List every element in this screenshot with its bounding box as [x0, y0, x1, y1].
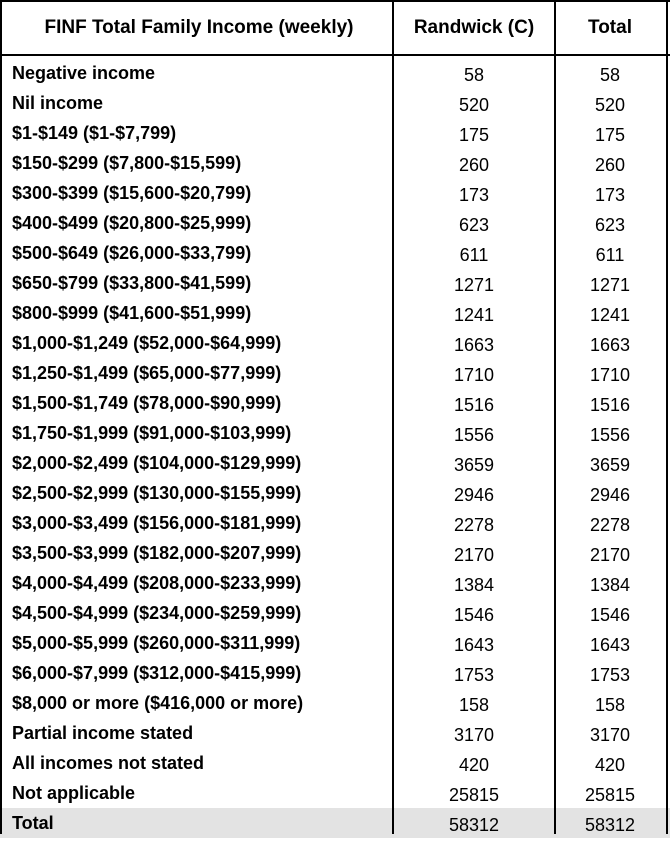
table-row — [0, 508, 670, 538]
table-row — [0, 538, 670, 568]
row-randwick-value: 623 — [458, 214, 490, 235]
row-label: $2,000-$2,499 ($104,000-$129,999) — [12, 452, 302, 473]
table-row — [0, 388, 670, 418]
row-randwick-value: 1710 — [453, 364, 495, 385]
row-total-value: 3170 — [589, 724, 631, 745]
table-row — [0, 178, 670, 208]
row-randwick-value: 260 — [458, 154, 490, 175]
row-randwick-value: 611 — [459, 244, 489, 265]
total-row — [0, 808, 670, 838]
row-total-value: 175 — [594, 124, 626, 145]
row-label: $4,500-$4,999 ($234,000-$259,999) — [12, 602, 302, 623]
header-randwick: Randwick (C) — [413, 17, 535, 38]
column-divider-1 — [392, 2, 394, 834]
table-row — [0, 568, 670, 598]
row-total-value: 623 — [594, 214, 626, 235]
table-row — [0, 58, 670, 88]
row-total-value: 520 — [594, 94, 626, 115]
row-randwick-value: 2946 — [453, 484, 495, 505]
header-income-category: FINF Total Family Income (weekly) — [44, 17, 354, 38]
table-row — [0, 148, 670, 178]
row-label: $8,000 or more ($416,000 or more) — [12, 692, 304, 713]
row-randwick-value: 173 — [458, 184, 490, 205]
row-total-value: 158 — [594, 694, 626, 715]
table-row — [0, 208, 670, 238]
row-label: $800-$999 ($41,600-$51,999) — [12, 302, 252, 323]
row-randwick-value: 58312 — [448, 814, 500, 835]
row-label: $500-$649 ($26,000-$33,799) — [12, 242, 252, 263]
row-total-value: 25815 — [584, 784, 636, 805]
header-total: Total — [588, 17, 632, 38]
row-randwick-value: 1271 — [453, 274, 495, 295]
row-randwick-value: 1663 — [453, 334, 495, 355]
row-label: $1-$149 ($1-$7,799) — [12, 122, 177, 143]
row-randwick-value: 3170 — [453, 724, 495, 745]
table-row — [0, 598, 670, 628]
table-row — [0, 118, 670, 148]
table-row — [0, 748, 670, 778]
table-body — [0, 58, 670, 838]
row-total-value: 260 — [594, 154, 626, 175]
row-label: $650-$799 ($33,800-$41,599) — [12, 272, 252, 293]
table-row — [0, 298, 670, 328]
row-randwick-value: 1753 — [453, 664, 495, 685]
row-label: $2,500-$2,999 ($130,000-$155,999) — [12, 482, 302, 503]
row-randwick-value: 25815 — [448, 784, 500, 805]
table-header — [0, 0, 670, 56]
row-randwick-value: 58 — [463, 64, 485, 85]
row-total-value: 1384 — [589, 574, 631, 595]
row-total-value: 1643 — [589, 634, 631, 655]
row-total-value: 420 — [594, 754, 626, 775]
table-row — [0, 328, 670, 358]
row-randwick-value: 3659 — [453, 454, 495, 475]
row-label: $300-$399 ($15,600-$20,799) — [12, 182, 252, 203]
row-total-value: 611 — [595, 244, 625, 265]
row-randwick-value: 2278 — [453, 514, 495, 535]
row-total-value: 1546 — [589, 604, 631, 625]
row-total-value: 58312 — [584, 814, 636, 835]
table-row — [0, 658, 670, 688]
row-label: Partial income stated — [12, 722, 194, 743]
row-total-value: 58 — [599, 64, 621, 85]
row-total-value: 2946 — [589, 484, 631, 505]
row-label: Nil income — [12, 92, 104, 113]
table-row — [0, 778, 670, 808]
table-row — [0, 448, 670, 478]
row-total-value: 1271 — [589, 274, 631, 295]
row-randwick-value: 175 — [458, 124, 490, 145]
row-randwick-value: 2170 — [453, 544, 495, 565]
row-total-value: 2170 — [589, 544, 631, 565]
row-total-value: 2278 — [589, 514, 631, 535]
table-row — [0, 418, 670, 448]
row-total-value: 1556 — [589, 424, 631, 445]
table-row — [0, 88, 670, 118]
table-row — [0, 268, 670, 298]
row-randwick-value: 1384 — [453, 574, 495, 595]
column-divider-2 — [554, 2, 556, 834]
row-label: $1,750-$1,999 ($91,000-$103,999) — [12, 422, 292, 443]
table-row — [0, 358, 670, 388]
row-label: $1,500-$1,749 ($78,000-$90,999) — [12, 392, 282, 413]
table-row — [0, 478, 670, 508]
row-total-value: 1710 — [589, 364, 631, 385]
row-total-value: 1663 — [589, 334, 631, 355]
row-total-value: 1753 — [589, 664, 631, 685]
row-label: $400-$499 ($20,800-$25,999) — [12, 212, 252, 233]
row-label: Total — [12, 812, 54, 833]
row-label: Not applicable — [12, 782, 136, 803]
row-label: Negative income — [12, 62, 156, 83]
row-randwick-value: 1643 — [453, 634, 495, 655]
row-label: All incomes not stated — [12, 752, 205, 773]
table-row — [0, 628, 670, 658]
row-randwick-value: 1556 — [453, 424, 495, 445]
row-total-value: 173 — [594, 184, 626, 205]
row-label: $5,000-$5,999 ($260,000-$311,999) — [12, 632, 301, 653]
table-row — [0, 238, 670, 268]
table-left-border — [0, 2, 2, 834]
row-randwick-value: 520 — [458, 94, 490, 115]
row-label: $150-$299 ($7,800-$15,599) — [12, 152, 242, 173]
table-right-border — [666, 2, 668, 834]
row-label: $1,250-$1,499 ($65,000-$77,999) — [12, 362, 282, 383]
row-total-value: 3659 — [589, 454, 631, 475]
row-label: $3,500-$3,999 ($182,000-$207,999) — [12, 542, 302, 563]
row-label: $1,000-$1,249 ($52,000-$64,999) — [12, 332, 282, 353]
row-total-value: 1516 — [589, 394, 631, 415]
row-randwick-value: 158 — [458, 694, 490, 715]
row-label: $3,000-$3,499 ($156,000-$181,999) — [12, 512, 302, 533]
row-randwick-value: 420 — [458, 754, 490, 775]
table-row — [0, 688, 670, 718]
row-total-value: 1241 — [589, 304, 631, 325]
row-label: $6,000-$7,999 ($312,000-$415,999) — [12, 662, 302, 683]
row-randwick-value: 1241 — [453, 304, 495, 325]
row-randwick-value: 1546 — [453, 604, 495, 625]
row-randwick-value: 1516 — [453, 394, 495, 415]
row-label: $4,000-$4,499 ($208,000-$233,999) — [12, 572, 302, 593]
table-row — [0, 718, 670, 748]
